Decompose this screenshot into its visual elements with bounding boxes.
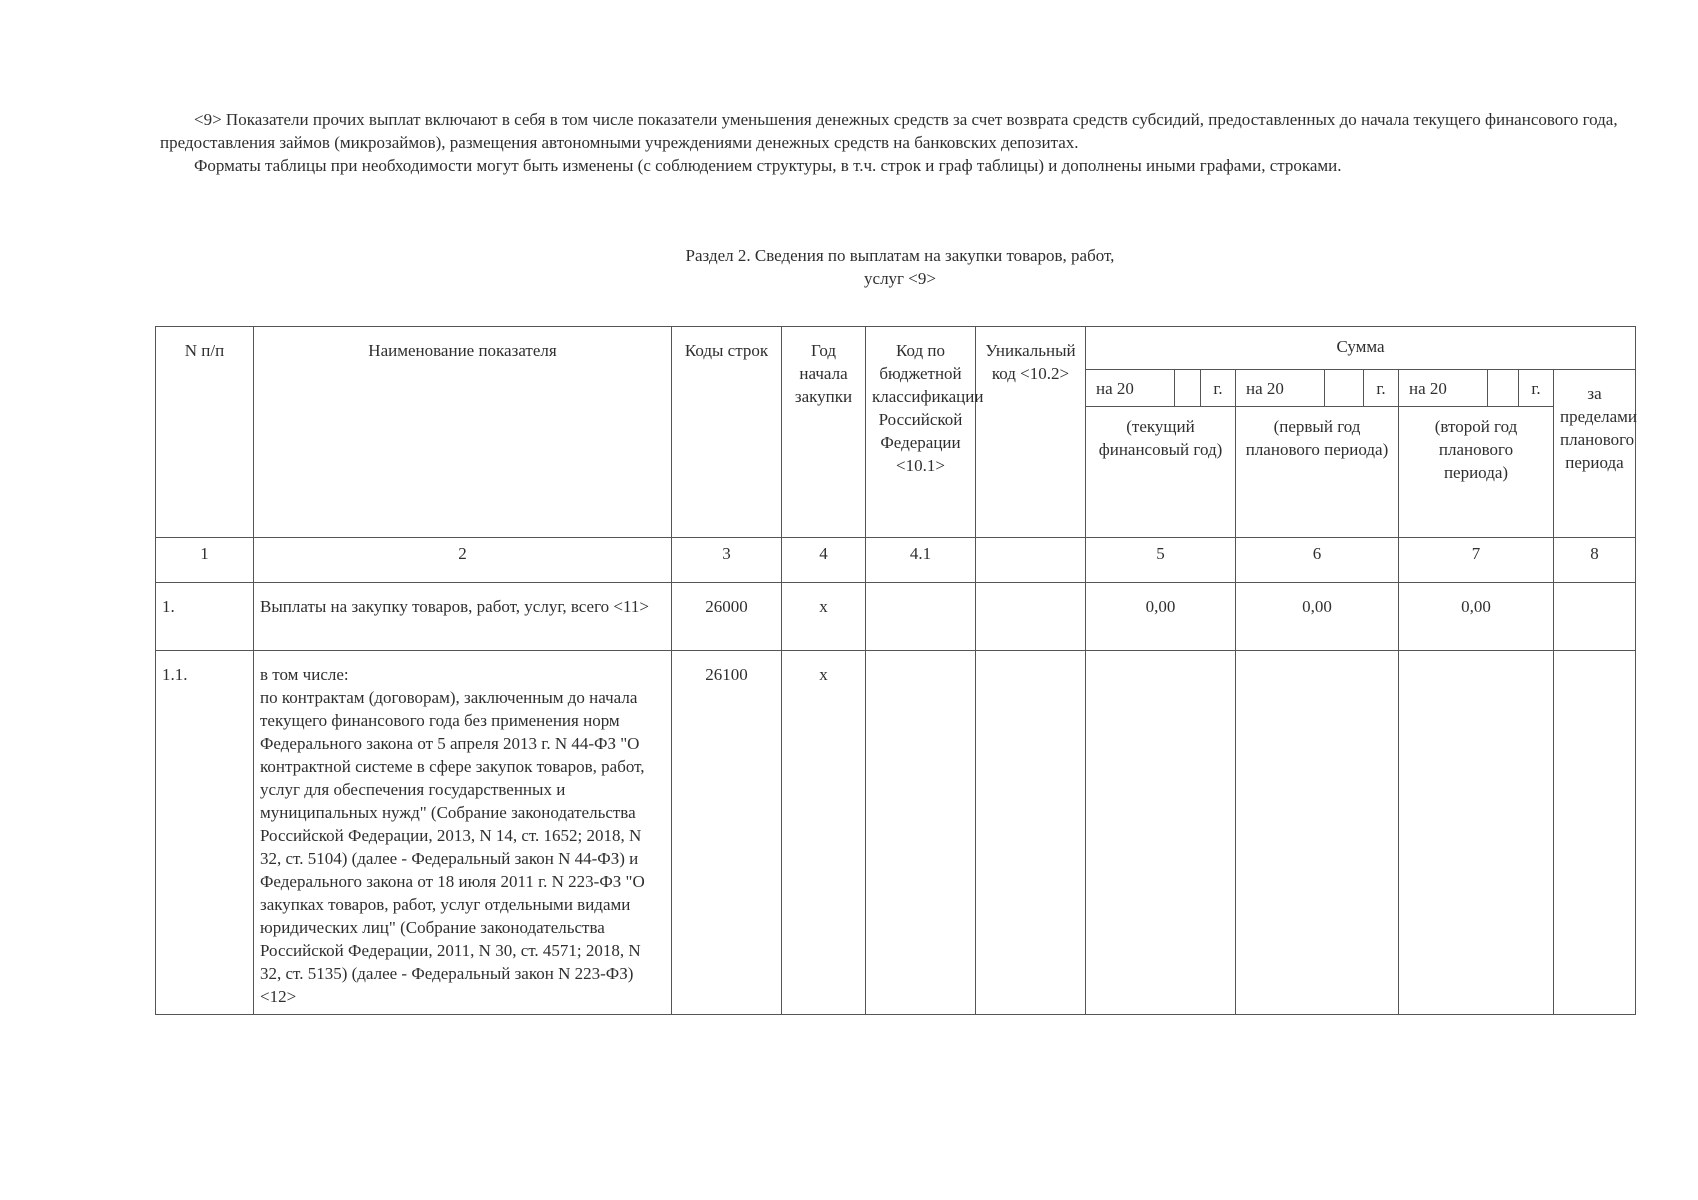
year-suffix: г. — [1531, 378, 1541, 398]
row-year: х — [782, 583, 866, 651]
row-sum-5: 0,00 — [1086, 583, 1236, 651]
section-title-line-2: услуг <9> — [864, 269, 936, 288]
col-num-5: 5 — [1086, 538, 1236, 583]
row-sum-7: 0,00 — [1399, 583, 1554, 651]
year-blank — [1487, 370, 1519, 406]
header-budget-code: Код по бюджетной классификации Российской Федерации <10.1> — [866, 327, 976, 538]
year-blank — [1174, 370, 1201, 406]
row-budget — [866, 651, 976, 1015]
header-beyond: за пределами планового периода — [1554, 370, 1636, 538]
header-name: Наименование показателя — [254, 327, 672, 538]
row-sum-8 — [1554, 651, 1636, 1015]
row-unique — [976, 651, 1086, 1015]
col-num-unique — [976, 538, 1086, 583]
row-code: 26100 — [672, 651, 782, 1015]
row-unique — [976, 583, 1086, 651]
header-current-year: (текущий финансовый год) — [1086, 407, 1236, 538]
section-title-line-1: Раздел 2. Сведения по выплатам на закупки товаров, работ, — [685, 246, 1115, 265]
row-num: 1. — [156, 583, 254, 651]
header-row-1 — [156, 327, 1636, 370]
row-num: 1.1. — [156, 651, 254, 1015]
col-num-4: 4 — [782, 538, 866, 583]
payments-table — [155, 326, 1636, 1015]
header-year-current — [1086, 370, 1236, 407]
header-sum: Сумма — [1086, 327, 1636, 370]
col-num-7: 7 — [1399, 538, 1554, 583]
header-first-plan: (первый год планового периода) — [1236, 407, 1399, 538]
header-year-first — [1236, 370, 1399, 407]
table-row — [156, 583, 1636, 651]
header-num: N п/п — [156, 327, 254, 538]
col-num-3: 3 — [672, 538, 782, 583]
row-budget — [866, 583, 976, 651]
section-title — [500, 244, 1300, 290]
row-name: Выплаты на закупку товаров, работ, услуг, всего <11> — [254, 583, 672, 651]
row-sum-5 — [1086, 651, 1236, 1015]
row-sum-6 — [1236, 651, 1399, 1015]
year-prefix: на 20 — [1096, 378, 1134, 398]
footnote — [160, 108, 1640, 177]
col-num-4-1: 4.1 — [866, 538, 976, 583]
column-numbers-row — [156, 538, 1636, 583]
col-num-2: 2 — [254, 538, 672, 583]
row-sum-7 — [1399, 651, 1554, 1015]
header-codes: Коды строк — [672, 327, 782, 538]
footnote-line-1: <9> Показатели прочих выплат включают в себя в том числе показатели уменьшения денежных средств за счет возврата средств субсидий, предоставленных до начала текущего финансового года, предоставления займов (микрозаймов), размещения автономными учреждениями денежных средств на банковских депозитах. — [160, 110, 1618, 152]
year-prefix: на 20 — [1409, 378, 1447, 398]
col-num-8: 8 — [1554, 538, 1636, 583]
row-sum-8 — [1554, 583, 1636, 651]
year-suffix: г. — [1376, 378, 1386, 398]
year-suffix: г. — [1213, 378, 1223, 398]
row-year: х — [782, 651, 866, 1015]
header-year-start: Год начала закупки — [782, 327, 866, 538]
footnote-line-2: Форматы таблицы при необходимости могут быть изменены (с соблюдением структуры, в т.ч. строк и граф таблицы) и дополнены иными графами, строками. — [194, 156, 1342, 175]
header-year-second — [1399, 370, 1554, 407]
header-unique-code: Уникальный код <10.2> — [976, 327, 1086, 538]
year-prefix: на 20 — [1246, 378, 1284, 398]
col-num-1: 1 — [156, 538, 254, 583]
row-code: 26000 — [672, 583, 782, 651]
table-row — [156, 651, 1636, 1015]
row-name: в том числе: по контрактам (договорам), заключенным до начала текущего финансового года без применения норм Федерального закона от 5 апреля 2013 г. N 44-ФЗ "О контрактной системе в сфере закупок товаров, работ, услуг для обеспечения государственных и муниципальных нужд" (Собрание законодательства Российской Федерации, 2013, N 14, ст. 1652; 2018, N 32, ст. 5104) (далее - Федеральный закон N 44-ФЗ) и Федерального закона от 18 июля 2011 г. N 223-ФЗ "О закупках товаров, работ, услуг отдельными видами юридических лиц" (Собрание законодательства Российской Федерации, 2011, N 30, ст. 4571; 2018, N 32, ст. 5135) (далее - Федеральный закон N 223-ФЗ) <12> — [254, 651, 672, 1015]
year-blank — [1324, 370, 1364, 406]
header-second-plan: (второй год планового периода) — [1399, 407, 1554, 538]
row-sum-6: 0,00 — [1236, 583, 1399, 651]
col-num-6: 6 — [1236, 538, 1399, 583]
